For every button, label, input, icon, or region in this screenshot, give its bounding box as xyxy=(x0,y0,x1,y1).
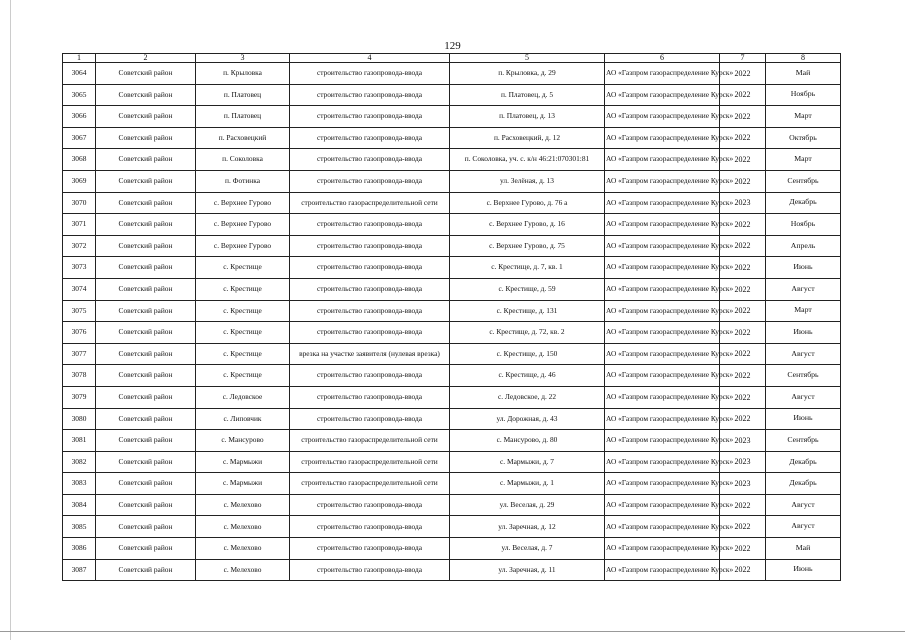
work-type-cell: строительство газораспределительной сети xyxy=(290,473,450,495)
address-cell: п. Платовец, д. 5 xyxy=(450,84,605,106)
column-header: 2 xyxy=(96,54,196,63)
gasification-schedule-table xyxy=(62,53,841,581)
district-cell: Советский район xyxy=(96,278,196,300)
table-row xyxy=(63,127,841,149)
settlement-cell: с. Мармыжи xyxy=(196,451,290,473)
organization-cell: АО «Газпром газораспределение Курск» xyxy=(605,343,720,365)
settlement-cell: с. Мансурово xyxy=(196,430,290,452)
row-number-cell: 3084 xyxy=(63,494,96,516)
work-type-cell: строительство газопровода-ввода xyxy=(290,559,450,581)
settlement-cell: с. Крестище xyxy=(196,322,290,344)
work-type-cell: строительство газопровода-ввода xyxy=(290,214,450,236)
address-cell: ул. Заречная, д. 11 xyxy=(450,559,605,581)
column-header: 1 xyxy=(63,54,96,63)
year-cell: 2022 xyxy=(720,214,766,236)
district-cell: Советский район xyxy=(96,343,196,365)
address-cell: с. Крестище, д. 150 xyxy=(450,343,605,365)
organization-cell: АО «Газпром газораспределение Курск» xyxy=(605,494,720,516)
table-header-row xyxy=(63,54,841,63)
district-cell: Советский район xyxy=(96,538,196,560)
year-cell: 2023 xyxy=(720,451,766,473)
work-type-cell: строительство газораспределительной сети xyxy=(290,451,450,473)
row-number-cell: 3081 xyxy=(63,430,96,452)
table-row xyxy=(63,559,841,581)
organization-cell: АО «Газпром газораспределение Курск» xyxy=(605,408,720,430)
settlement-cell: с. Мелехово xyxy=(196,559,290,581)
month-cell: Август xyxy=(766,343,841,365)
organization-cell: АО «Газпром газораспределение Курск» xyxy=(605,516,720,538)
table-row xyxy=(63,343,841,365)
district-cell: Советский район xyxy=(96,559,196,581)
settlement-cell: п. Фотинка xyxy=(196,170,290,192)
district-cell: Советский район xyxy=(96,106,196,128)
district-cell: Советский район xyxy=(96,494,196,516)
row-number-cell: 3077 xyxy=(63,343,96,365)
work-type-cell: строительство газопровода-ввода xyxy=(290,170,450,192)
settlement-cell: с. Крестище xyxy=(196,365,290,387)
organization-cell: АО «Газпром газораспределение Курск» xyxy=(605,473,720,495)
settlement-cell: с. Крестище xyxy=(196,343,290,365)
year-cell: 2022 xyxy=(720,278,766,300)
month-cell: Апрель xyxy=(766,235,841,257)
table-row xyxy=(63,322,841,344)
column-header: 5 xyxy=(450,54,605,63)
work-type-cell: строительство газопровода-ввода xyxy=(290,365,450,387)
table-row xyxy=(63,235,841,257)
scan-edge-left xyxy=(10,0,11,640)
column-header: 4 xyxy=(290,54,450,63)
column-header: 7 xyxy=(720,54,766,63)
row-number-cell: 3074 xyxy=(63,278,96,300)
table-row xyxy=(63,300,841,322)
table-row xyxy=(63,365,841,387)
year-cell: 2022 xyxy=(720,365,766,387)
table-row xyxy=(63,106,841,128)
settlement-cell: с. Мармыжи xyxy=(196,473,290,495)
row-number-cell: 3073 xyxy=(63,257,96,279)
settlement-cell: с. Ледовское xyxy=(196,386,290,408)
settlement-cell: с. Липовчик xyxy=(196,408,290,430)
organization-cell: АО «Газпром газораспределение Курск» xyxy=(605,192,720,214)
table-row xyxy=(63,538,841,560)
settlement-cell: с. Верхнее Гурово xyxy=(196,214,290,236)
address-cell: с. Ледовское, д. 22 xyxy=(450,386,605,408)
work-type-cell: строительство газопровода-ввода xyxy=(290,127,450,149)
month-cell: Декабрь xyxy=(766,473,841,495)
row-number-cell: 3079 xyxy=(63,386,96,408)
year-cell: 2022 xyxy=(720,386,766,408)
work-type-cell: строительство газопровода-ввода xyxy=(290,84,450,106)
year-cell: 2023 xyxy=(720,192,766,214)
district-cell: Советский район xyxy=(96,170,196,192)
year-cell: 2022 xyxy=(720,257,766,279)
year-cell: 2022 xyxy=(720,538,766,560)
month-cell: Август xyxy=(766,386,841,408)
district-cell: Советский район xyxy=(96,192,196,214)
organization-cell: АО «Газпром газораспределение Курск» xyxy=(605,278,720,300)
year-cell: 2022 xyxy=(720,106,766,128)
table-row xyxy=(63,214,841,236)
month-cell: Декабрь xyxy=(766,192,841,214)
row-number-cell: 3075 xyxy=(63,300,96,322)
row-number-cell: 3080 xyxy=(63,408,96,430)
district-cell: Советский район xyxy=(96,84,196,106)
table-row xyxy=(63,516,841,538)
year-cell: 2022 xyxy=(720,63,766,85)
table-row xyxy=(63,278,841,300)
table-row xyxy=(63,192,841,214)
address-cell: с. Мармыжи, д. 7 xyxy=(450,451,605,473)
table-row xyxy=(63,170,841,192)
row-number-cell: 3070 xyxy=(63,192,96,214)
district-cell: Советский район xyxy=(96,516,196,538)
settlement-cell: с. Мелехово xyxy=(196,538,290,560)
work-type-cell: строительство газопровода-ввода xyxy=(290,106,450,128)
table-row xyxy=(63,430,841,452)
address-cell: п. Расховецкий, д. 12 xyxy=(450,127,605,149)
district-cell: Советский район xyxy=(96,127,196,149)
table-row xyxy=(63,63,841,85)
scan-edge-bottom xyxy=(0,631,905,632)
table-row xyxy=(63,84,841,106)
organization-cell: АО «Газпром газораспределение Курск» xyxy=(605,257,720,279)
settlement-cell: п. Крыловка xyxy=(196,63,290,85)
year-cell: 2023 xyxy=(720,473,766,495)
row-number-cell: 3067 xyxy=(63,127,96,149)
work-type-cell: строительство газопровода-ввода xyxy=(290,538,450,560)
settlement-cell: п. Соколовка xyxy=(196,149,290,171)
month-cell: Октябрь xyxy=(766,127,841,149)
row-number-cell: 3078 xyxy=(63,365,96,387)
address-cell: ул. Заречная, д. 12 xyxy=(450,516,605,538)
year-cell: 2022 xyxy=(720,300,766,322)
month-cell: Сентябрь xyxy=(766,365,841,387)
row-number-cell: 3069 xyxy=(63,170,96,192)
work-type-cell: строительство газопровода-ввода xyxy=(290,63,450,85)
year-cell: 2022 xyxy=(720,84,766,106)
address-cell: ул. Веселая, д. 29 xyxy=(450,494,605,516)
year-cell: 2022 xyxy=(720,494,766,516)
row-number-cell: 3071 xyxy=(63,214,96,236)
month-cell: Август xyxy=(766,516,841,538)
organization-cell: АО «Газпром газораспределение Курск» xyxy=(605,538,720,560)
month-cell: Июнь xyxy=(766,322,841,344)
settlement-cell: с. Мелехово xyxy=(196,494,290,516)
district-cell: Советский район xyxy=(96,451,196,473)
month-cell: Сентябрь xyxy=(766,430,841,452)
address-cell: п. Соколовка, уч. с. к/н 46:21:070301:81 xyxy=(450,149,605,171)
settlement-cell: с. Верхнее Гурово xyxy=(196,192,290,214)
year-cell: 2022 xyxy=(720,516,766,538)
month-cell: Август xyxy=(766,494,841,516)
row-number-cell: 3066 xyxy=(63,106,96,128)
column-header: 3 xyxy=(196,54,290,63)
work-type-cell: строительство газопровода-ввода xyxy=(290,386,450,408)
row-number-cell: 3086 xyxy=(63,538,96,560)
organization-cell: АО «Газпром газораспределение Курск» xyxy=(605,365,720,387)
settlement-cell: с. Крестище xyxy=(196,257,290,279)
table-row xyxy=(63,149,841,171)
settlement-cell: с. Верхнее Гурово xyxy=(196,235,290,257)
district-cell: Советский район xyxy=(96,365,196,387)
address-cell: с. Верхнее Гурово, д. 75 xyxy=(450,235,605,257)
work-type-cell: строительство газопровода-ввода xyxy=(290,322,450,344)
address-cell: с. Крестище, д. 72, кв. 2 xyxy=(450,322,605,344)
address-cell: с. Мансурово, д. 80 xyxy=(450,430,605,452)
address-cell: ул. Зелёная, д. 13 xyxy=(450,170,605,192)
column-header: 6 xyxy=(605,54,720,63)
row-number-cell: 3065 xyxy=(63,84,96,106)
work-type-cell: строительство газопровода-ввода xyxy=(290,149,450,171)
work-type-cell: строительство газопровода-ввода xyxy=(290,516,450,538)
work-type-cell: строительство газораспределительной сети xyxy=(290,192,450,214)
organization-cell: АО «Газпром газораспределение Курск» xyxy=(605,63,720,85)
settlement-cell: с. Крестище xyxy=(196,300,290,322)
organization-cell: АО «Газпром газораспределение Курск» xyxy=(605,149,720,171)
organization-cell: АО «Газпром газораспределение Курск» xyxy=(605,322,720,344)
work-type-cell: строительство газопровода-ввода xyxy=(290,257,450,279)
year-cell: 2022 xyxy=(720,127,766,149)
table-row xyxy=(63,494,841,516)
month-cell: Ноябрь xyxy=(766,84,841,106)
district-cell: Советский район xyxy=(96,473,196,495)
settlement-cell: с. Крестище xyxy=(196,278,290,300)
district-cell: Советский район xyxy=(96,257,196,279)
year-cell: 2022 xyxy=(720,559,766,581)
month-cell: Март xyxy=(766,300,841,322)
column-header: 8 xyxy=(766,54,841,63)
organization-cell: АО «Газпром газораспределение Курск» xyxy=(605,559,720,581)
month-cell: Март xyxy=(766,149,841,171)
address-cell: с. Крестище, д. 59 xyxy=(450,278,605,300)
year-cell: 2022 xyxy=(720,408,766,430)
district-cell: Советский район xyxy=(96,408,196,430)
address-cell: ул. Дорожная, д. 43 xyxy=(450,408,605,430)
organization-cell: АО «Газпром газораспределение Курск» xyxy=(605,214,720,236)
row-number-cell: 3068 xyxy=(63,149,96,171)
table-row xyxy=(63,408,841,430)
address-cell: с. Крестище, д. 131 xyxy=(450,300,605,322)
year-cell: 2022 xyxy=(720,149,766,171)
month-cell: Декабрь xyxy=(766,451,841,473)
district-cell: Советский район xyxy=(96,386,196,408)
organization-cell: АО «Газпром газораспределение Курск» xyxy=(605,386,720,408)
organization-cell: АО «Газпром газораспределение Курск» xyxy=(605,127,720,149)
work-type-cell: строительство газопровода-ввода xyxy=(290,300,450,322)
row-number-cell: 3076 xyxy=(63,322,96,344)
month-cell: Март xyxy=(766,106,841,128)
work-type-cell: строительство газопровода-ввода xyxy=(290,494,450,516)
address-cell: с. Крестище, д. 46 xyxy=(450,365,605,387)
district-cell: Советский район xyxy=(96,235,196,257)
settlement-cell: с. Мелехово xyxy=(196,516,290,538)
table-body xyxy=(63,63,841,581)
month-cell: Ноябрь xyxy=(766,214,841,236)
organization-cell: АО «Газпром газораспределение Курск» xyxy=(605,451,720,473)
organization-cell: АО «Газпром газораспределение Курск» xyxy=(605,106,720,128)
district-cell: Советский район xyxy=(96,214,196,236)
month-cell: Май xyxy=(766,63,841,85)
work-type-cell: врезка на участке заявителя (нулевая врезка) xyxy=(290,343,450,365)
month-cell: Август xyxy=(766,278,841,300)
table-row xyxy=(63,386,841,408)
month-cell: Сентябрь xyxy=(766,170,841,192)
district-cell: Советский район xyxy=(96,63,196,85)
month-cell: Июнь xyxy=(766,257,841,279)
work-type-cell: строительство газопровода-ввода xyxy=(290,235,450,257)
address-cell: с. Крестище, д. 7, кв. 1 xyxy=(450,257,605,279)
organization-cell: АО «Газпром газораспределение Курск» xyxy=(605,170,720,192)
settlement-cell: п. Платовец xyxy=(196,106,290,128)
address-cell: п. Платовец, д. 13 xyxy=(450,106,605,128)
district-cell: Советский район xyxy=(96,430,196,452)
row-number-cell: 3083 xyxy=(63,473,96,495)
row-number-cell: 3082 xyxy=(63,451,96,473)
address-cell: ул. Веселая, д. 7 xyxy=(450,538,605,560)
address-cell: с. Мармыжи, д. 1 xyxy=(450,473,605,495)
row-number-cell: 3085 xyxy=(63,516,96,538)
work-type-cell: строительство газораспределительной сети xyxy=(290,430,450,452)
year-cell: 2022 xyxy=(720,170,766,192)
table-row xyxy=(63,257,841,279)
month-cell: Июнь xyxy=(766,559,841,581)
table-row xyxy=(63,473,841,495)
organization-cell: АО «Газпром газораспределение Курск» xyxy=(605,300,720,322)
organization-cell: АО «Газпром газораспределение Курск» xyxy=(605,430,720,452)
address-cell: с. Верхнее Гурово, д. 16 xyxy=(450,214,605,236)
row-number-cell: 3087 xyxy=(63,559,96,581)
month-cell: Май xyxy=(766,538,841,560)
year-cell: 2022 xyxy=(720,322,766,344)
settlement-cell: п. Расховецкий xyxy=(196,127,290,149)
address-cell: п. Крыловка, д. 29 xyxy=(450,63,605,85)
district-cell: Советский район xyxy=(96,149,196,171)
district-cell: Советский район xyxy=(96,300,196,322)
year-cell: 2023 xyxy=(720,430,766,452)
work-type-cell: строительство газопровода-ввода xyxy=(290,408,450,430)
year-cell: 2022 xyxy=(720,235,766,257)
month-cell: Июнь xyxy=(766,408,841,430)
settlement-cell: п. Платовец xyxy=(196,84,290,106)
row-number-cell: 3072 xyxy=(63,235,96,257)
district-cell: Советский район xyxy=(96,322,196,344)
row-number-cell: 3064 xyxy=(63,63,96,85)
organization-cell: АО «Газпром газораспределение Курск» xyxy=(605,84,720,106)
work-type-cell: строительство газопровода-ввода xyxy=(290,278,450,300)
year-cell: 2022 xyxy=(720,343,766,365)
address-cell: с. Верхнее Гурово, д. 76 а xyxy=(450,192,605,214)
table-row xyxy=(63,451,841,473)
organization-cell: АО «Газпром газораспределение Курск» xyxy=(605,235,720,257)
page-number: 129 xyxy=(444,40,461,52)
